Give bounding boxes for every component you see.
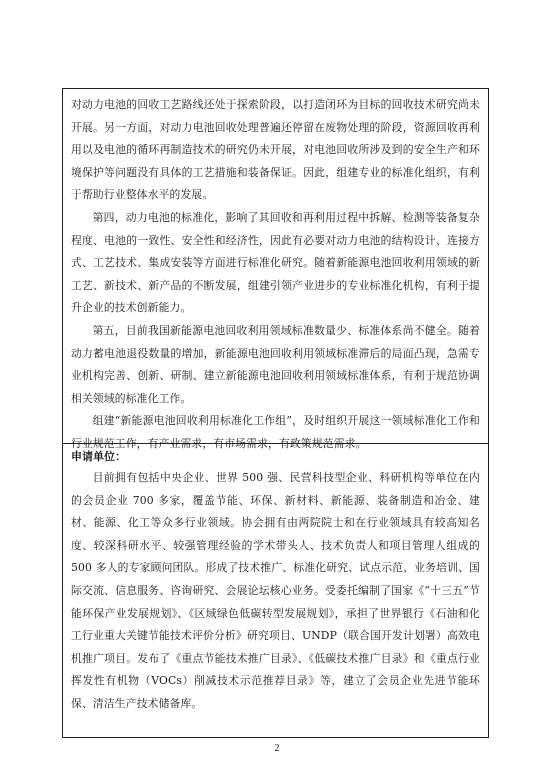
paragraph: 对动力电池的回收工艺路线还处于探索阶段，以打造闭环为目标的回收技术研究尚未开展。另一方面，对动力电池回收处理普遍还停留在废物处理的阶段，资源回收再利用以及电池的循环再制造技术的研究仍未开展，对电池回收所涉及到的安全生产和环境保护等问题没有具体的工艺措施和装备保证。因此，组建专业的标准化组织，有利于帮助行业整体水平的发展。 [71,98,480,202]
form-table [62,88,489,738]
paragraph: 目前拥有包括中央企业、世界 500 强、民营科技型企业、科研机构等单位在内的会员企业 700 多家，覆盖节能、环保、新材料、新能源、装备制造和冶金、建材、能源、化工等众多行业领域。协会拥有由两院院士和在行业领域具有较高知名度、较深科研水平、较强管理经验的学术带头人、技术负责人和项目管理人组成的 500 多人的专家顾问团队。形成了技术推广、标准化研究、试点示范、业务培训、国际交流、信息服务、咨询研究、会展论坛核心业务。受委托编制了国家《“十三五”节能环保产业发展规划》、《区域绿色低碳转型发展规划》，承担了世界银行《石油和化工行业重大关键节能技术评价分析》研究项目、UNDP（联合国开发计划署）高效电机推广项目。发布了《重点节能技术推广目录》、《低碳技术推广目录》和《重点行业挥发性有机物（VOCs）削减技术示范推荐目录》等，建立了会员企业先进节能环保、清洁生产技术储备库。 [71,471,480,710]
paragraph: 组建“新能源电池回收利用标准化工作组”，及时组织开展这一领域标准化工作和行业规范工作，有产业需求，有市场需求，有政策规范需求。 [71,414,480,450]
applicant-section [63,444,488,737]
page-number: 2 [274,743,280,754]
paragraph: 第五，目前我国新能源电池回收利用领域标准数量少、标准体系尚不健全。随着动力蓄电池退役数量的增加，新能源电池回收利用领域标准滞后的局面凸现，急需专业机构完善、创新、研制、建立新能源电池回收利用领域标准体系，有利于规范协调相关领域的标准化工作。 [71,323,480,405]
rationale-section [63,89,488,450]
paragraph: 第四，动力电池的标准化，影响了其回收和再利用过程中拆解、检测等装备复杂程度、电池的一致性、安全性和经济性，因此有必要对动力电池的结构设计、连接方式、工艺技术、集成安装等方面进行标准化研究。随着新能源电池回收利用领域的新工艺、新技术、新产品的不断发展，组建引领产业进步的专业标准化机构，有利于提升企业的技术创新能力。 [71,210,480,315]
section-heading: 申请单位： [71,450,126,463]
